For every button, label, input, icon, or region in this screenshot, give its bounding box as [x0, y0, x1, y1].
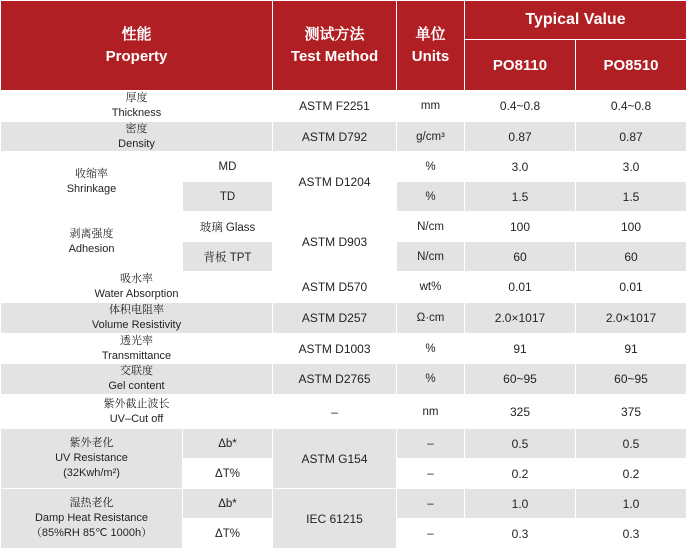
row-units: –	[397, 459, 465, 489]
row-units: –	[397, 489, 465, 519]
row-value-po8510: 0.01	[576, 272, 686, 303]
row-value-po8510: 100	[576, 212, 686, 242]
row-method: ASTM D903	[273, 212, 397, 272]
row-method: –	[273, 395, 397, 429]
row-property: 湿热老化 Damp Heat Resistance （85%RH 85℃ 1000h）	[1, 489, 183, 549]
row-value-po8110: 325	[465, 395, 576, 429]
table-row	[1, 333, 686, 364]
header-units: 单位 Units	[397, 1, 465, 91]
row-value-po8510: 1.5	[576, 182, 686, 212]
row-value-po8110: 0.3	[465, 519, 576, 549]
row-units: –	[397, 429, 465, 459]
row-method: ASTM D1003	[273, 333, 397, 364]
header-column-po8510: PO8510	[576, 40, 686, 91]
row-value-po8110: 0.2	[465, 459, 576, 489]
table-row	[1, 429, 686, 459]
row-units: %	[397, 182, 465, 212]
row-property: 剥离强度 Adhesion	[1, 212, 183, 272]
row-value-po8110: 0.87	[465, 121, 576, 152]
row-method: ASTM D570	[273, 272, 397, 303]
table-header	[1, 1, 686, 91]
row-method: ASTM G154	[273, 429, 397, 489]
row-property: 体积电阻率 Volume Resistivity	[1, 303, 273, 334]
row-subproperty: Δb*	[183, 429, 273, 459]
row-value-po8110: 1.0	[465, 489, 576, 519]
row-subproperty: 玻璃 Glass	[183, 212, 273, 242]
row-value-po8510: 0.5	[576, 429, 686, 459]
row-units: mm	[397, 91, 465, 122]
row-units: N/cm	[397, 242, 465, 272]
table-row	[1, 364, 686, 395]
row-method: ASTM D2765	[273, 364, 397, 395]
row-property: 吸水率 Water Absorption	[1, 272, 273, 303]
row-property: 密度 Density	[1, 121, 273, 152]
table-row	[1, 152, 686, 182]
row-units: nm	[397, 395, 465, 429]
header-property: 性能 Property	[1, 1, 273, 91]
row-value-po8110: 0.01	[465, 272, 576, 303]
row-value-po8510: 0.3	[576, 519, 686, 549]
row-value-po8510: 3.0	[576, 152, 686, 182]
row-value-po8110: 0.4~0.8	[465, 91, 576, 122]
row-units: –	[397, 519, 465, 549]
table-row	[1, 272, 686, 303]
table-body	[1, 91, 686, 549]
row-value-po8110: 60~95	[465, 364, 576, 395]
row-value-po8110: 1.5	[465, 182, 576, 212]
row-method: IEC 61215	[273, 489, 397, 549]
row-value-po8510: 1.0	[576, 489, 686, 519]
row-method: ASTM F2251	[273, 91, 397, 122]
row-value-po8510: 375	[576, 395, 686, 429]
row-subproperty: ΔT%	[183, 519, 273, 549]
row-method: ASTM D257	[273, 303, 397, 334]
row-value-po8110: 0.5	[465, 429, 576, 459]
row-property: 厚度 Thickness	[1, 91, 273, 122]
row-property: 交联度 Gel content	[1, 364, 273, 395]
row-method: ASTM D1204	[273, 152, 397, 212]
row-subproperty: TD	[183, 182, 273, 212]
row-subproperty: 背板 TPT	[183, 242, 273, 272]
row-method: ASTM D792	[273, 121, 397, 152]
row-value-po8110: 91	[465, 333, 576, 364]
table-row	[1, 91, 686, 122]
row-units: %	[397, 364, 465, 395]
row-property: 透光率 Transmittance	[1, 333, 273, 364]
row-value-po8510: 0.87	[576, 121, 686, 152]
row-units: g/cm³	[397, 121, 465, 152]
row-value-po8110: 3.0	[465, 152, 576, 182]
row-property: 收缩率 Shrinkage	[1, 152, 183, 212]
table-row	[1, 212, 686, 242]
row-value-po8510: 91	[576, 333, 686, 364]
row-value-po8510: 0.2	[576, 459, 686, 489]
row-value-po8110: 2.0×1017	[465, 303, 576, 334]
row-subproperty: ΔT%	[183, 459, 273, 489]
header-column-po8110: PO8110	[465, 40, 576, 91]
row-units: %	[397, 152, 465, 182]
row-value-po8510: 2.0×1017	[576, 303, 686, 334]
row-units: %	[397, 333, 465, 364]
header-test-method: 测试方法 Test Method	[273, 1, 397, 91]
row-units: wt%	[397, 272, 465, 303]
header-typical-value: Typical Value	[465, 1, 686, 40]
row-subproperty: Δb*	[183, 489, 273, 519]
table-row	[1, 395, 686, 429]
row-value-po8510: 60	[576, 242, 686, 272]
table-row	[1, 489, 686, 519]
row-value-po8110: 60	[465, 242, 576, 272]
table-row	[1, 121, 686, 152]
table-row	[1, 303, 686, 334]
row-subproperty: MD	[183, 152, 273, 182]
row-units: N/cm	[397, 212, 465, 242]
row-property: 紫外老化 UV Resistance (32Kwh/m²)	[1, 429, 183, 489]
row-value-po8510: 0.4~0.8	[576, 91, 686, 122]
row-value-po8110: 100	[465, 212, 576, 242]
row-value-po8510: 60~95	[576, 364, 686, 395]
row-property: 紫外截止波长 UV–Cut off	[1, 395, 273, 429]
row-units: Ω·cm	[397, 303, 465, 334]
